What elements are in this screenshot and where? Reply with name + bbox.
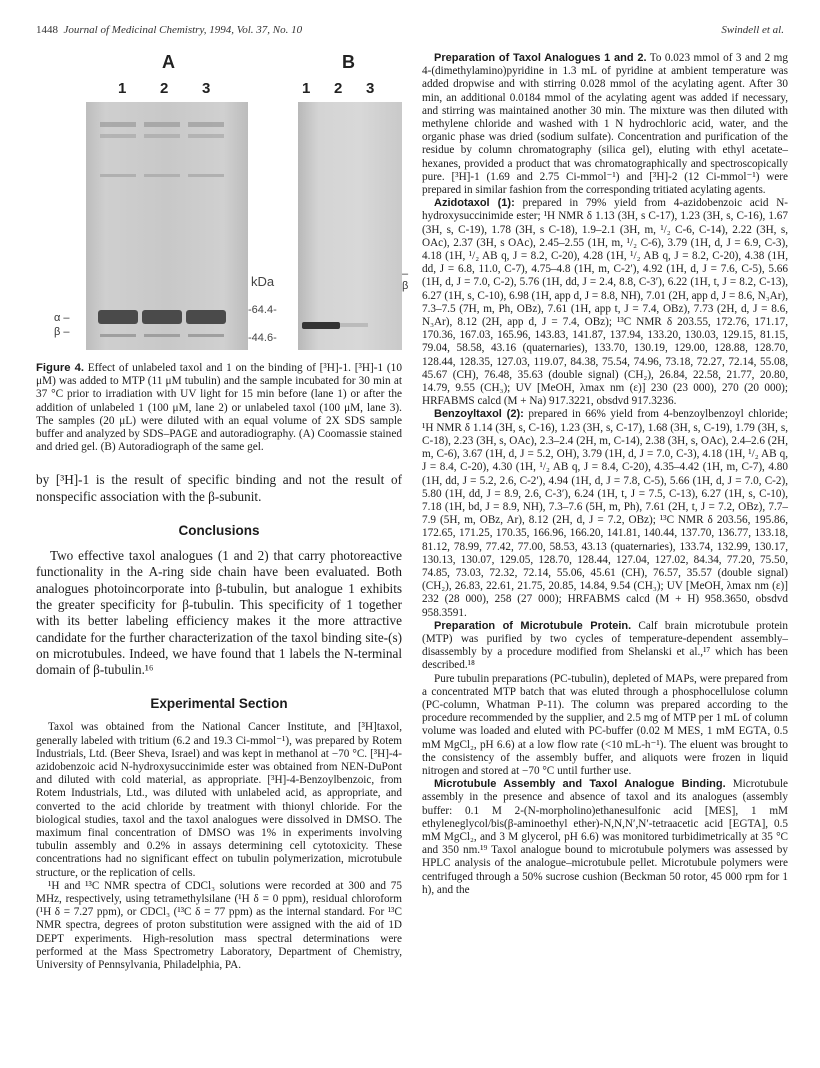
lane-label-b1: 1	[302, 80, 311, 97]
lane-label-a3: 3	[202, 80, 211, 97]
assembly-paragraph	[422, 778, 788, 897]
conclusions-paragraph: Two effective taxol analogues (1 and 2) that carry photoreactive functionality in the A-ring side chain have been evaluated. Both analogues photoincorporate into β-tubulin, but analogue 1 exhibits the greater specificity for β-tubulin. This specificity of 1 together with its better labeling efficiency makes it the more attractive candidate for the further characterization of the taxol binding site-(s) on microtubules. Indeed, we have found that 1 labels the N-terminal domain of β-tubulin.¹⁶	[36, 548, 402, 678]
mtp-prep-paragraph	[422, 620, 788, 673]
conclusions-heading: Conclusions	[178, 523, 260, 539]
coomassie-gel-image	[86, 102, 248, 350]
azidotaxol-heading: Azidotaxol (1):	[434, 197, 515, 210]
figure-caption	[36, 362, 402, 454]
mtp-prep-text: Calf brain microtubule protein (MTP) was purified by two cycles of temperature-dependent assembly–disassembly by a procedure modified from Shelanski et al.,¹⁷ which has been described.¹⁸	[422, 619, 788, 672]
prep-analogues-heading: Preparation of Taxol Analogues 1 and 2.	[434, 52, 647, 64]
lane-label-a2: 2	[160, 80, 169, 97]
benzoyltaxol-text: prepared in 66% yield from 4-benzoylbenzoyl chloride; ¹H NMR δ 1.14 (3H, s, C-16), 1.23 (3H, s, C-17), 1.68 (3H, s, C-19), 1.79 (3H, s, C-18), 2.23 (3H, s, OAc), 2.3–2.4 (2H, m, C-14), 2.38 (3H, s, OAc), 2.4–2.6 (2H, m, C-6), 3.67 (1H, d, J = 5.2, OH), 3.79 (1H, d, J = 7.0, C-3), 4.18 (1H, ¹/₂ AB q, J = 8.4, C-20), 4.30 (1H, ¹/₂ AB q, J = 8.4, C-20), 4.35–4.42 (1H, m, C-7), 4.80 (1H, dd, J = 5.2, 2.6, C-2′), 4.94 (1H, d, J = 7.8, C-5), 5.66 (1H, d, J = 7.0, C-2), 5.80 (1H, dd, J = 8.9, 2.6, C-3′), 6.24 (1H, t, J = 7.5, C-13), 6.27 (1H, s, C-10), 7.18 (1H, bd, J = 8.9, NH), 7.3–7.6 (5H, m, Ph), 7.61 (2H, t, J = 7.2, OBz), 7.7–7.9 (5H, m, OBz, Ar), 8.12 (2H, d, J = 7.2, OBz); ¹³C NMR δ 203.56, 195.86, 172.65, 171.25, 170.35, 166.96, 166.20, 141.81, 140.44, 137.70, 136.77, 133.18, 81.12, 78.99, 77.42, 77.00, 58.53, 43.13 (quaternaries), 133.74, 132.99, 130.17, 130.13, 130.07, 129.05, 128.70, 128.44, 127.04, 127.02, 84.34, 77.20, 75.50, 74.85, 73.03, 72.32, 72.14, 55.06, 45.61 (CH), 76.57, 35.57 (double signal) (CH₂), 26.83, 22.61, 21.75, 20.85, 14.84, 9.54 (CH₃); UV [MeOH, λmax nm (ε)] 232 (28 000), 258 (27 000); HRFABMS calcd (M + H) 958.3650, obsdvd 958.3591.	[422, 408, 788, 619]
kda-label: kDa	[251, 274, 275, 289]
panel-a-label: A	[162, 52, 175, 72]
alpha-label: α –	[54, 312, 70, 324]
prep-analogues-paragraph	[422, 52, 788, 197]
lane-label-a1: 1	[118, 80, 127, 97]
prep-analogues-text: To 0.023 mmol of 3 and 2 mg 4-(dimethylamino)pyridine in 1.3 mL of pyridine at ambient temperature was added dropwise and with stirring 0.028 mmol of the acylating agent. After 30 min, an additional 0.0184 mmol of the acylating agent was added if necessary, and stirring was maintained another 30 min. The mixture was then diluted with methylene chloride and washed with 1 N hydrochloric acid, water, and the organic phase was dried (sodium sulfate). Concentration and purification of the residue by column chromatography (silica gel), eluting with ethyl acetate–hexanes, provided a product that was chromatographically and spectroscopically pure. [³H]-1 (1.69 and 2.75 Ci-mmol⁻¹) and [³H]-2 (12 Ci-mmol⁻¹) were prepared in similar fashion from the corresponding tritiated acylating agents.	[422, 52, 788, 197]
pc-tubulin-paragraph: Pure tubulin preparations (PC-tubulin), depleted of MAPs, were prepared from a concentrated MTP batch that was eluted through a phosphocellulose column (PC-column, Whatman P-11). The column was prepared according to the procedure recommended by the supplier, and 2.5 mg of MTP per 1 mL of column volume was loaded and eluted with PC-buffer (0.02 M MES, 1 mM EGTA, 0.5 mM MgCl₂, pH 6.6) at a low flow rate (<10 mL-h⁻¹). The eluent was brought to the consistency of the assembly buffer, and aliquots were frozen in liquid nitrogen and stored at −70 °C until further use.	[422, 672, 788, 777]
marker-44-6: -44.6-	[248, 332, 277, 344]
right-column	[422, 52, 788, 1052]
assembly-heading: Microtubule Assembly and Taxol Analogue Binding.	[434, 778, 726, 791]
assembly-text: Microtubule assembly in the presence and absence of taxol and its analogues (assembly buffer: 0.1 M 2-(N-morpholino)ethanesulfonic acid [MES], 1 mM ethyleneglycol/bis(β-aminoethyl ether)-N,N,N′,N′-tetraacetic acid [EGTA], 0.5 mM MgCl₂, and 3 M glycerol, pH 6.6) was monitored turbidimetrically at 35 °C and 350 nm.¹⁹ Taxol analogue bound to microtubule polymers was assessed by HPLC analysis of the analogue–microtubule pellet. Microtubule polymers were centrifuged through a 50% sucrose cushion (Beckman 50 rotor, 45 000 rpm for 1 h), and the	[422, 778, 789, 896]
marker-64-4: -64.4-	[248, 304, 277, 316]
figure-4	[36, 52, 402, 352]
beta-label: β –	[54, 326, 70, 338]
header-left	[36, 24, 302, 36]
caption-label: Figure 4.	[36, 362, 85, 374]
azidotaxol-paragraph	[422, 197, 788, 408]
page-number: 1448	[36, 24, 58, 36]
panel-b-label: B	[342, 52, 355, 72]
journal-citation: Journal of Medicinal Chemistry, 1994, Vol. 37, No. 10	[63, 24, 303, 36]
autoradiograph-image	[298, 102, 402, 350]
experimental-paragraph-2: ¹H and ¹³C NMR spectra of CDCl₃ solutions were recorded at 300 and 75 MHz, respectively, using tetramethylsilane (¹H δ = 0 ppm), residual chloroform (¹H δ = 7.27 ppm), or CDCl₃ (¹³C δ = 77 ppm) as the internal standard. For ¹³C NMR spectra, degrees of proton substitution were assigned with the aid of 1D DEPT experiments. High-resolution mass spectral determinations were performed at the Mass Spectrometry Laboratory, Department of Chemistry, University of Pennsylvania, Philadelphia, PA.	[36, 879, 402, 972]
lane-label-b2: 2	[334, 80, 343, 97]
azidotaxol-text: prepared in 79% yield from 4-azidobenzoic acid N-hydroxysuccinimide ester; ¹H NMR δ 1.13 (3H, s C-17), 1.23 (3H, s, C-16), 1.67 (3H, s, C-19), 1.78 (3H, s C-18), 1.9–2.1 (3H, m, ¹/₂ C-6, C-14), 2.22 (3H, s, OAc), 2.37 (3H, s OAc), 2.45–2.55 (1H, m, ¹/₂ C-6), 3.79 (1H, d, J = 6.9, C-3), 4.18 (1H, ¹/₂ AB q, J = 8.2, C-20), 4.28 (1H, ¹/₂ AB q, J = 8.2, C-20), 4.38 (1H, dd, J = 6.8, 11.0, C-7), 4.75–4.8 (1H, m, C-2′), 4.92 (1H, d, J = 7.6, C-5), 5.66 (1H, d, J = 7.0, C-2), 5.76 (1H, dd, J = 2.4, 8.8, C-3′), 6.22 (1H, t, J = 8.2, C-13), 6.27 (1H, s, C-10), 6.98 (1H, app d, J = 8.8, NH), 7.01 (2H, app d, J = 8.6, N₃Ar), 7.3–7.5 (7H, m, Ph, OBz), 7.61 (1H, app t, J = 7.4, OBz), 7.73 (2H, d, J = 8.6, N₃Ar), 8.12 (2H, app d, J = 7.4, OBz); ¹³C NMR δ 203.55, 172.76, 171.17, 170.36, 167.03, 165.96, 143.83, 141.87, 137.94, 133.20, 130.03, 129.15, 81.15, 79.04, 58.58, 43.16 (quaternaries), 133.70, 130.19, 129.00, 128.88, 128.70, 128.44, 128.35, 127.03, 119.07, 84.38, 75.54, 74.96, 73.18, 72.27, 72.14, 55.08, 45.67 (CH), 76.48, 35.63 (double signal) (CH₂), 26.84, 22.58, 21.77, 20.80, 14.79, 9.55 (CH₃); UV [MeOH, λmax nm (ε)] 230 (23 000), 270 (20 000); HRFABMS calcd (M + Na) 917.3221, obsdvd 917.3236.	[422, 197, 788, 408]
beta-right-label: – β	[402, 268, 409, 292]
running-author: Swindell et al.	[721, 24, 784, 36]
experimental-heading: Experimental Section	[150, 696, 288, 712]
benzoyltaxol-heading: Benzoyltaxol (2):	[434, 408, 524, 421]
caption-text: Effect of unlabeled taxol and 1 on the binding of [³H]-1. [³H]-1 (10 μM) was added to MTP (11 μM tubulin) and the sample incubated for 30 min at 37 °C prior to irradiation with UV light for 15 min before (lane 1) or after the addition of unlabeled 1 (100 μM, lane 2) or unlabeled taxol (100 μM, lane 3). The samples (20 μL) were diluted with an equal volume of 2X SDS sample buffer and analyzed by SDS–PAGE and autoradiography. (A) Coomassie stained and dried gel. (B) Autoradiograph of the same gel.	[36, 362, 402, 454]
left-column	[36, 52, 409, 1052]
lane-label-b3: 3	[366, 80, 375, 97]
mtp-prep-heading: Preparation of Microtubule Protein.	[434, 619, 632, 632]
continuation-paragraph: by [³H]-1 is the result of specific binding and not the result of nonspecific association with the β-subunit.	[36, 472, 402, 504]
page-header	[36, 24, 784, 40]
experimental-paragraph-1: Taxol was obtained from the National Cancer Institute, and [³H]taxol, generally labeled with tritium (6.2 and 19.3 Ci-mmol⁻¹), was prepared by Rotem Industrials, Ltd. (Beer Sheva, Israel) and was kept in methanol at −70 °C. [³H]-4-azidobenzoic acid N-hydroxysuccinimide ester was obtained from NEN-DuPont and diluted with cold material, as appropriate. [³H]-4-Benzoylbenzoic, from Rotem Industrials, Ltd., was diluted with unlabeled acid, as appropriate, and converted to the acid chloride by treatment with thionyl chloride. For the biological studies, taxol and the taxol analogues were dissolved in DMSO. The maximum final concentration of DMSO was 1% in experiments involving tubulin assembly and 0.2% in assays determining cell cytotoxicity. These concentrations had no significant effect on tubulin polymerization, microtubule structure, or the replication of cells.	[36, 721, 402, 879]
benzoyltaxol-paragraph	[422, 408, 788, 619]
